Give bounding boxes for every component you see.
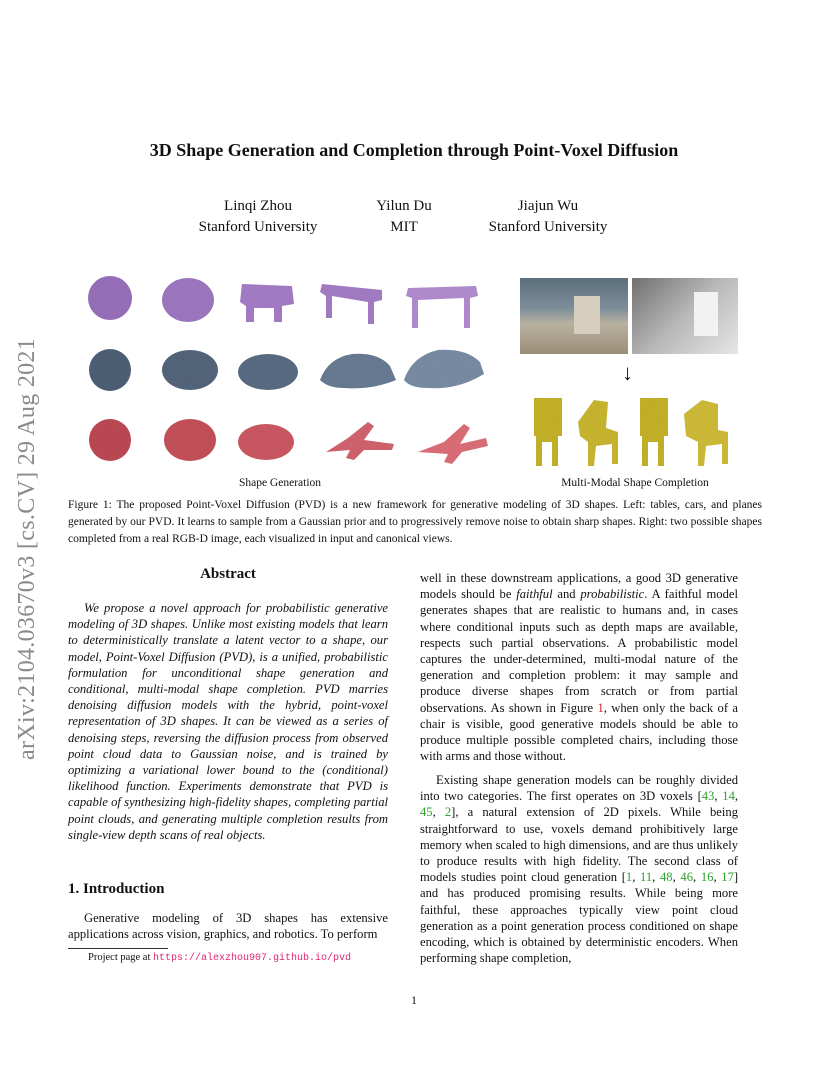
chair-completion-svg bbox=[522, 392, 742, 472]
citation-link[interactable]: 48 bbox=[660, 870, 673, 885]
car-noise-1 bbox=[89, 349, 131, 391]
shape-generation-grid bbox=[82, 262, 492, 470]
text-run: , when only the back of a chair is visible, good generative models should be able to produce multiple possible completed chairs, including those with arms and those without. bbox=[420, 700, 738, 764]
plane-clean-2 bbox=[418, 424, 488, 464]
author-affiliation: MIT bbox=[390, 219, 418, 235]
table-noise-2 bbox=[162, 278, 214, 322]
right-column-paragraph-2: Existing shape generation models can be roughly divided into two categories. The first operates on 3D voxels [43, 14, 45, 2], a natural extension of 2D pixels. While being straightforward to use, voxels demand prohibitively large memory when scaled to high dimensions, and are thus unlikely to produce results with high fidelity. The second class of models studies point cloud generation [1, 11, 48, 46, 16, 17] and has produced promising results. While being more faithful, these approaches typically view point cloud generation as a point generation process conditioned on shape encoding, which is obtained by deterministic encoders. When performing shape completion, bbox=[420, 773, 739, 966]
text-run: Existing shape generation models can be roughly divided into two categories. The first operates on 3D voxels [ bbox=[420, 773, 738, 804]
chair-1-canonical-view bbox=[578, 400, 618, 466]
table-row bbox=[88, 276, 478, 328]
abstract-body bbox=[68, 600, 388, 843]
chair-2-input-view bbox=[640, 398, 668, 466]
car-clean-1 bbox=[320, 354, 396, 389]
car-noise-2 bbox=[162, 350, 218, 390]
right-column-paragraph-1 bbox=[420, 570, 738, 764]
citation-link[interactable]: 43 bbox=[701, 789, 715, 804]
shape-completion-label: Multi-Modal Shape Completion bbox=[561, 477, 709, 489]
table-noise-1 bbox=[88, 276, 132, 320]
plane-noise-1 bbox=[89, 419, 131, 461]
citation-link[interactable]: 46 bbox=[680, 870, 694, 885]
down-arrow-icon: ↓ bbox=[622, 360, 633, 385]
chair-back-depth bbox=[694, 292, 718, 336]
text-run: ] and has produced promising results. While being more faithful, these approaches typically view point cloud generation as a point generation process conditioned on shape encoding, which is obtained by deterministic encoders. When performing shape completion, bbox=[420, 870, 739, 966]
citation-link[interactable]: 11 bbox=[640, 870, 653, 885]
emphasis-faithful: faithful bbox=[516, 587, 553, 602]
depth-image bbox=[632, 278, 738, 354]
project-page-link[interactable]: https://alexzhou907.github.io/pvd bbox=[153, 953, 352, 964]
footnote-prefix: Project page at bbox=[88, 952, 154, 963]
table-clean-2 bbox=[406, 286, 478, 328]
chair-1-input-view bbox=[534, 398, 562, 466]
author-name: Yilun Du bbox=[376, 198, 432, 214]
chair-back-in-photo bbox=[574, 296, 600, 334]
text-run: well in these downstream applications, a good 3D generative models should be bbox=[420, 571, 738, 602]
car-clean-2 bbox=[404, 350, 484, 388]
figure-caption: Figure 1: The proposed Point-Voxel Diffusion (PVD) is a new framework for generative modeling of 3D shapes. Left: tables, cars, and planes generated by our PVD. It learns to sample from a Gaussian prior and to progressively remove noise to obtain sharp shapes. Right: two possible shapes completed from a real RGB-D image, each visualized in input and canonical views. bbox=[68, 499, 762, 545]
chair-2-canonical-view bbox=[684, 400, 728, 466]
text-run: and bbox=[552, 587, 581, 602]
citation-link[interactable]: 1 bbox=[625, 870, 633, 885]
citation-link[interactable]: 14 bbox=[722, 789, 735, 804]
abstract-heading: Abstract bbox=[200, 566, 256, 582]
depth-map-photo bbox=[632, 278, 738, 354]
emphasis-probabilistic: probabilistic bbox=[580, 587, 645, 602]
citation-link[interactable]: 16 bbox=[700, 870, 714, 885]
author-affiliation: Stanford University bbox=[198, 219, 318, 235]
rgb-input-photo bbox=[520, 278, 628, 354]
footnote bbox=[68, 952, 388, 964]
text-run: . A faithful model generates shapes that are realistic to humans and, in cases where conditional inputs such as depth maps are available, respects such partial observations. A probabilistic model captures the under-determined, multi-modal nature of the generation and completion problem: it may sample and produce diverse shapes from scratch or from partial observations. As shown in Figure bbox=[420, 587, 738, 715]
plane-partial bbox=[238, 424, 294, 460]
citation-link[interactable]: 2 bbox=[444, 805, 452, 820]
table-partial bbox=[240, 284, 294, 322]
chair-completions bbox=[522, 392, 742, 472]
page-number: 1 bbox=[411, 993, 417, 1007]
plane-noise-2 bbox=[164, 419, 216, 461]
paper-title: 3D Shape Generation and Completion through Point-Voxel Diffusion bbox=[149, 140, 679, 160]
author-name: Linqi Zhou bbox=[224, 198, 292, 214]
table-clean-1 bbox=[320, 284, 382, 324]
author-3 bbox=[458, 196, 638, 238]
author-affiliation: Stanford University bbox=[488, 219, 608, 235]
shape-generation-figure bbox=[82, 262, 492, 470]
text-run: ], a natural extension of 2D pixels. While being straightforward to use, voxels demand prohibitively large memory when scaled to high dimensions, and are thus unlikely to produce results with high fidelity. The second class of models studies point cloud generation [ bbox=[420, 805, 738, 885]
citation-link[interactable]: 45 bbox=[420, 805, 433, 820]
intro-paragraph: Generative modeling of 3D shapes has extensive applications across vision, graphics, and robotics. To perform bbox=[68, 911, 388, 942]
arxiv-stamp-text: arXiv:2104.03670v3 [cs.CV] 29 Aug 2021 bbox=[14, 337, 40, 760]
figure-1-link[interactable]: 1 bbox=[597, 700, 604, 715]
plane-clean-1 bbox=[326, 422, 394, 460]
footnote-rule bbox=[68, 948, 168, 949]
plane-row bbox=[89, 419, 488, 464]
shape-generation-label: Shape Generation bbox=[238, 477, 322, 489]
car-partial bbox=[238, 354, 298, 390]
section-heading-introduction: 1. Introduction bbox=[68, 881, 165, 897]
car-row bbox=[89, 349, 484, 391]
citation-link[interactable]: 17 bbox=[721, 870, 734, 885]
author-name: Jiajun Wu bbox=[517, 198, 579, 214]
abstract-text: We propose a novel approach for probabilistic generative modeling of 3D shapes. Unlike most existing models that learn to deterministically translate a latent vector to a shape, our model, Point-Voxel Diffusion (PVD), is a unified, probabilistic formulation for unconditional shape generation and conditional, multi-modal shape completion. PVD marries denoising diffusion models with the hybrid, point-voxel representation of 3D shapes. It can be viewed as a series of denoising steps, reversing the diffusion process from observed point cloud data to Gaussian noise, and is trained by optimizing a variational lower bound to the (conditional) likelihood function. Experiments demonstrate that PVD is capable of synthesizing high-fidelity shapes, completing partial point clouds, and generating multiple completion results from single-view depth scans of real objects. bbox=[68, 601, 388, 842]
